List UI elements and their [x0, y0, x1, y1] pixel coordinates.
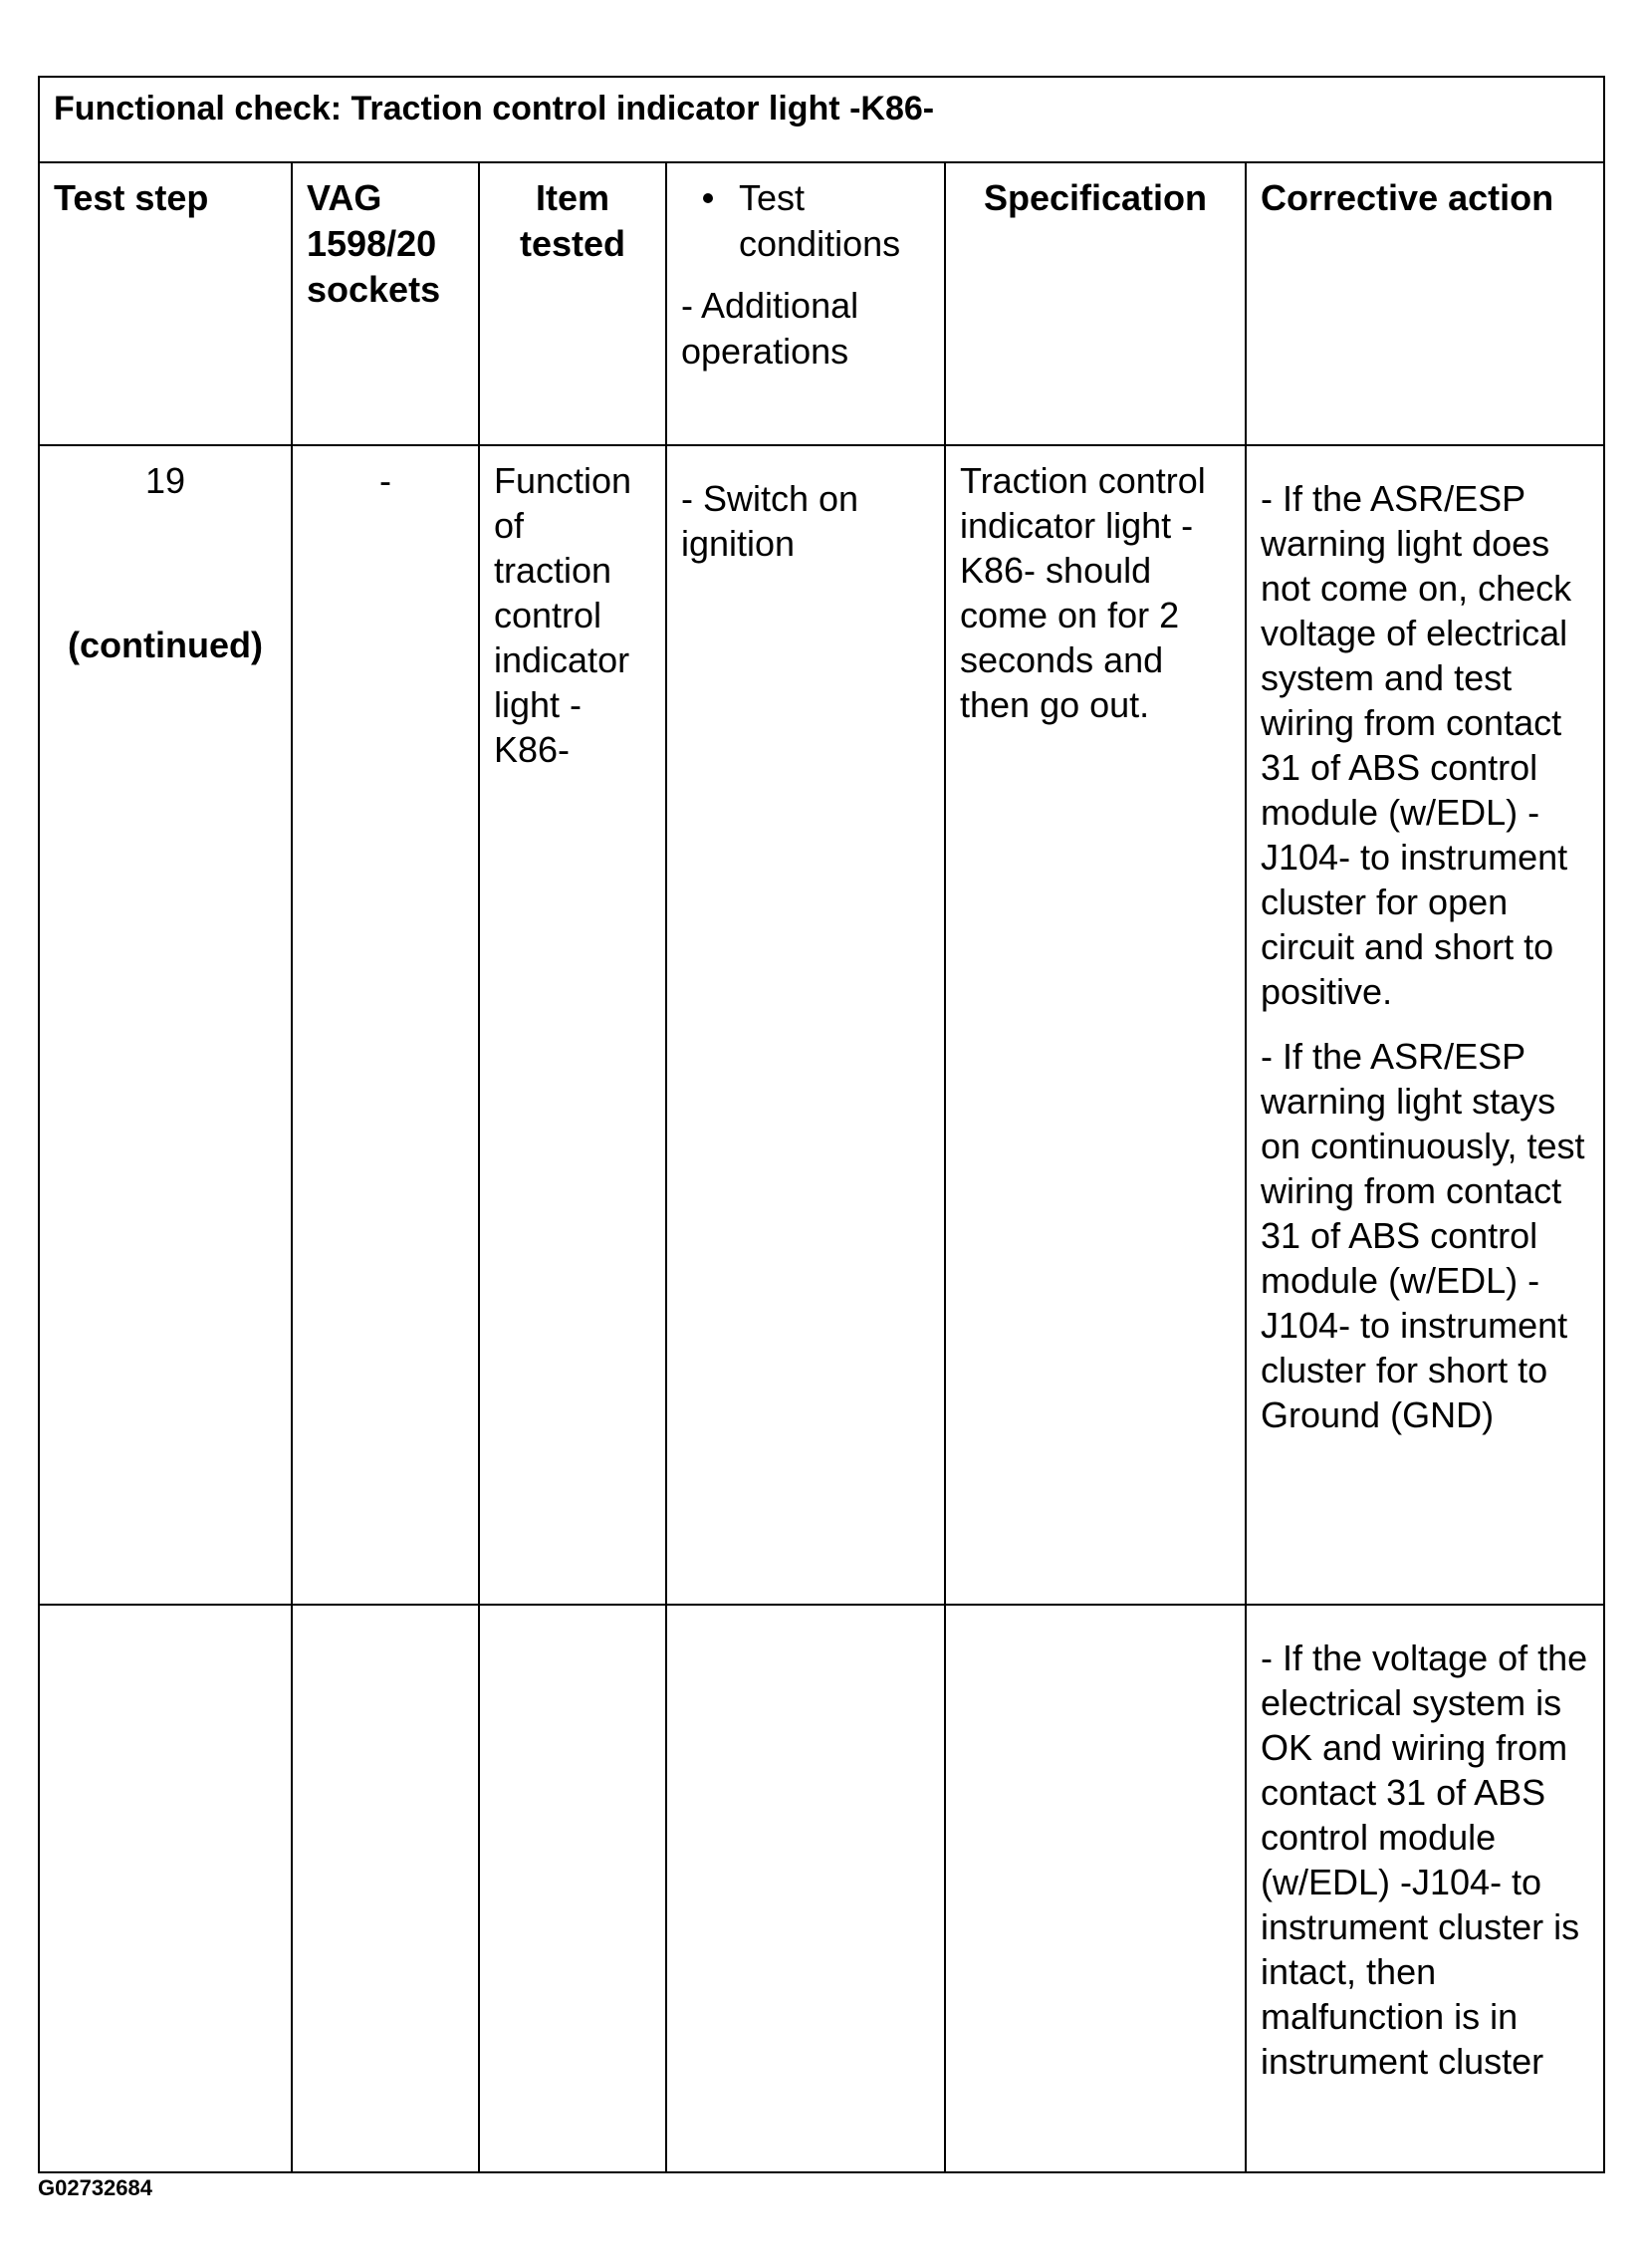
corrective-paragraph-1: - If the ASR/ESP warning light does not come on, check voltage of electrical system and test wiring from contact 31 of ABS control module (w/EDL) - J104- to instrument cluster for open circuit and short to positive.: [1261, 478, 1572, 1012]
step-continued-label: (continued): [68, 625, 263, 665]
cell-empty: [666, 1605, 945, 2172]
corrective-paragraph-2: - If the ASR/ESP warning light stays on continuously, test wiring from contact 31 of ABS control module (w/EDL) -J104- to instrument cluster for short to Ground (GND): [1261, 1036, 1585, 1435]
header-sockets: VAG 1598/20 sockets: [292, 162, 479, 445]
cell-corrective-action: [1246, 445, 1604, 1605]
table-row: [39, 445, 1604, 1605]
bullet-icon: [703, 193, 713, 203]
cell-empty: [945, 1605, 1246, 2172]
cell-specification: Traction control indicator light - K86- should come on for 2 seconds and then go out.: [945, 445, 1246, 1605]
table-row: [39, 1605, 1604, 2172]
step-number: 19: [144, 460, 186, 501]
test-conditions-bullet: [681, 175, 930, 267]
cell-sockets: -: [292, 445, 479, 1605]
cell-item-tested: Function of traction control indicator light - K86-: [479, 445, 666, 1605]
test-conditions-label: Test conditions: [739, 177, 901, 264]
cell-empty: [39, 1605, 292, 2172]
header-test-step: Test step: [39, 162, 292, 445]
cell-empty: [292, 1605, 479, 2172]
cell-test-step: [39, 445, 292, 1605]
functional-check-table: [38, 76, 1605, 2173]
cell-conditions: - Switch on ignition: [666, 445, 945, 1605]
figure-id: G02732684: [38, 2175, 152, 2200]
cell-empty: [479, 1605, 666, 2172]
header-corrective-action: Corrective action: [1246, 162, 1604, 445]
table-title: Functional check: Traction control indicator light -K86-: [39, 77, 1604, 162]
header-item-tested: Item tested: [479, 162, 666, 445]
cell-corrective-action: - If the voltage of the electrical system is OK and wiring from contact 31 of ABS control module (w/EDL) -J104- to instrument cluster is intact, then malfunction is in instrument cluster: [1246, 1605, 1604, 2172]
header-specification: Specification: [945, 162, 1246, 445]
header-test-conditions: [666, 162, 945, 445]
additional-operations-label: - Additional operations: [681, 285, 859, 372]
header-row: [39, 162, 1604, 445]
